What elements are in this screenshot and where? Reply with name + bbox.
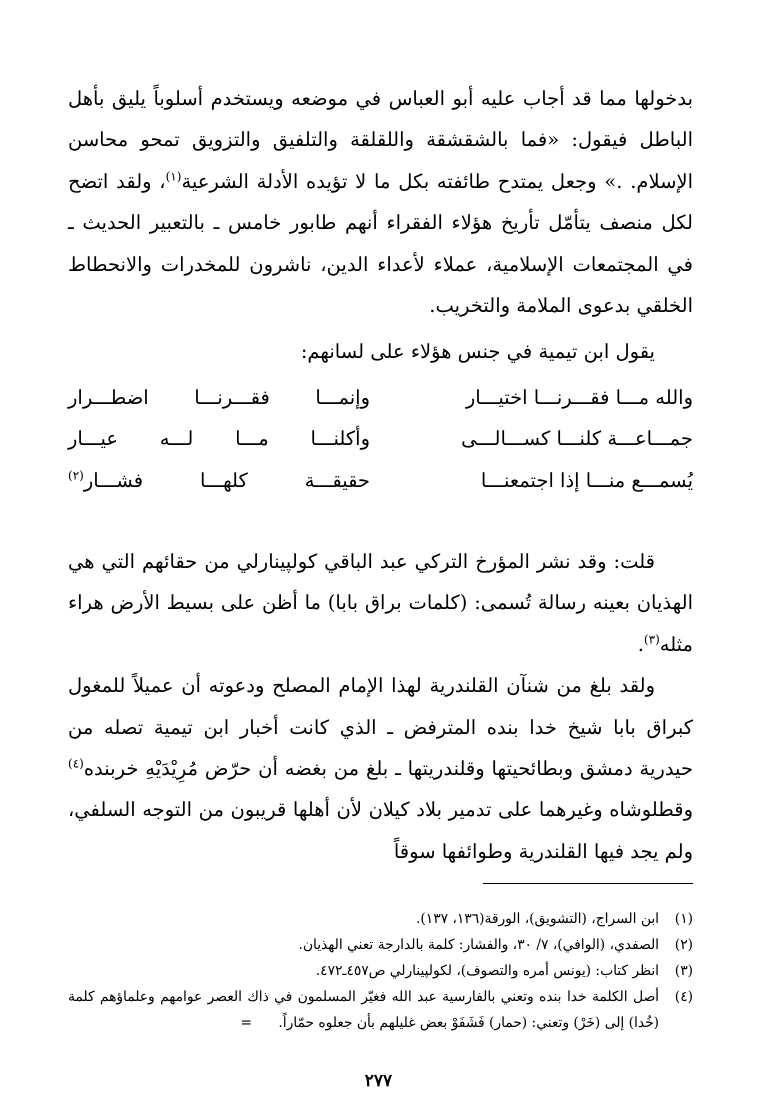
page-number: ٢٧٧ [364,1071,393,1091]
page-body [68,78,693,1036]
paragraph-3-text-b: وقطلوشاه وغيرهما على تدمير بلاد كيلان لأن أهلها قريبون من التوجه السلفي، ولم يجد فيها القلندرية وطوائفها سوقاً [68,798,693,863]
footnote-1-number: (١) [674,911,693,928]
footnote-1-text: ابن السراج، (التشويق)، الورقة(١٣٦، ١٣٧). [416,911,659,928]
verse-2-second-hemistich: وأكلنـــا مـــا لـــه عيـــار [68,427,370,451]
verse-3-first-hemistich: يُسمـــع منـــا إذا اجتمعنـــا [480,468,693,492]
verse-3-second-hemistich [68,460,370,501]
footnote-3 [68,958,693,984]
paragraph-1-text-a: بدخولها مما قد أجاب عليه أبو العباس في موضعه ويستخدم أسلوباً يليق بأهل الباطل فيقول: «فما بالشقشقة واللقلقة والتلفيق والتزويق تمحو محاسن الإسلام. .» وجعل يمتدح طائفته بكل ما لا تؤيده الأدلة الشرعية [68,87,693,193]
poem [68,377,693,501]
paragraph-2-text-a: قلت: وقد نشر المؤرخ التركي عبد الباقي كولپينارلي من حقائهم التي هي الهذيان بعينه رسالة تُسمى: (كلمات براق بابا) ما أظن على بسيط الأرض هراء مثله [68,550,693,656]
footnote-4-number: (٤) [674,989,693,1006]
footnote-2 [68,932,693,958]
paragraph-1 [68,78,693,326]
verse-1-first-hemistich: والله مـــا فقـــرنـــا اختيـــار [465,385,693,409]
footnote-ref-2: (٢) [68,468,84,483]
footnote-separator [483,883,693,884]
footnote-ref-1: (١) [165,169,182,184]
footnote-3-number: (٣) [674,963,693,980]
footnote-2-number: (٢) [674,937,693,954]
paragraph-3-text-a: ولقد بلغ من شنآن القلندرية لهذا الإمام المصلح ودعوته أن عميلاً للمغول كبراق بابا شيخ خدا بنده المترفض ـ الذي كانت أخبار ابن تيمية تصله من حيدرية دمشق وبطائحيتها وقلندريتها ـ بلغ من بغضه أن حرّض مُرِيْدَيْهِ خربنده [68,674,693,781]
paragraph-3 [68,665,693,872]
footnote-ref-3: (٣) [643,632,660,647]
continuation-mark: = [240,1015,253,1032]
footnote-4 [68,984,693,1036]
paragraph-2-text-b: . [637,632,644,656]
footnote-2-text: الصفدي، (الوافي)، ٧/ ٣٠، والفشار: كلمة بالدارجة تعني الهذيان. [298,937,659,954]
footnote-3-text: انظر كتاب: (يونس أمره والتصوف)، لكولپينارلي ص٤٥٧ـ٤٧٢. [315,963,659,980]
poem-verse-1 [68,377,693,418]
spacer [68,501,693,541]
footnote-4-body: أصل الكلمة خدا بنده وتعني بالفارسية عبد الله فغيّر المسلمون في ذاك العصر عوامهم وعلماؤهم كلمة (خُدا) إلى (خَرْ) وتعني: (حمار) فَشَفَوْ بعض غليلهم بأن جعلوه حمّاراً. [68,989,659,1032]
paragraph-1-text-b: ، ولقد اتضح لكل منصف يتأمّل تأريخ هؤلاء الفقراء أنهم طابور خامس ـ بالتعبير الحديث ـ في المجتمعات الإسلامية، عملاء لأعداء الدين، ناشرون للمخدرات والانحطاط الخلقي بدعوى الملامة والتخريب. [68,169,693,318]
footnote-1 [68,906,693,932]
footnote-ref-4: (٤) [68,756,84,771]
verse-1-second-hemistich: وإنمـــا فقـــرنـــا اضطـــرار [68,385,370,409]
verse-3-second-text: حقيقـــة كلهـــا فشـــار [83,468,370,492]
footnote-4-text [68,984,659,1036]
poem-verse-3 [68,460,693,501]
paragraph-2 [68,541,693,665]
verse-2-first-hemistich: جمـــاعـــة كلنـــا كســـالـــى [461,427,693,451]
poem-verse-2 [68,418,693,459]
poem-intro: يقول ابن تيمية في جنس هؤلاء على لسانهم: [300,340,655,364]
footnotes [68,906,693,1036]
